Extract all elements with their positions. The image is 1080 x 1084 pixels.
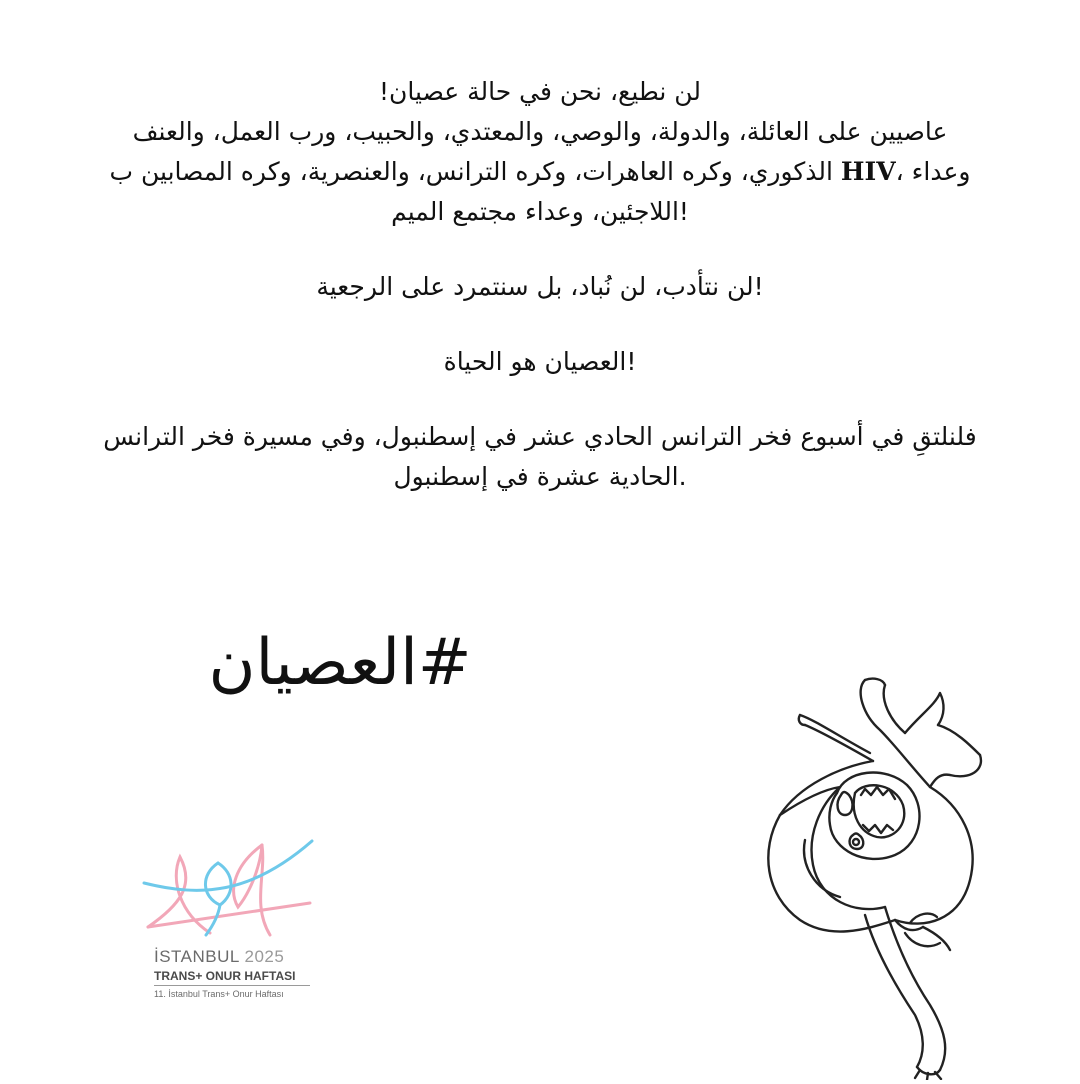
manifesto-paragraph-3: !العصيان هو الحياة bbox=[443, 347, 637, 376]
manifesto-line-2: عاصيين على العائلة، والدولة، والوصي، والمعتدي، والحبيب، ورب العمل، والعنف bbox=[132, 117, 948, 146]
logo-butterfly-icon bbox=[140, 835, 315, 947]
hashtag-title: #العصيان bbox=[208, 626, 472, 700]
manifesto-paragraph-4-line-2: .الحادية عشرة في إسطنبول bbox=[393, 462, 687, 491]
logo-city-year bbox=[154, 947, 284, 967]
manifesto-line-3 bbox=[50, 152, 1030, 192]
paragraph-gap bbox=[50, 382, 1030, 417]
manifesto-paragraph-2: !لن نتأدب، لن نُباد، بل سنتمرد على الرجعية bbox=[316, 272, 764, 301]
manifesto-text-block bbox=[50, 72, 1030, 497]
paragraph-gap bbox=[50, 232, 1030, 267]
logo-city: İSTANBUL bbox=[154, 947, 240, 966]
hand-drawn-creature-illustration bbox=[745, 675, 1050, 1080]
manifesto-line-4: !اللاجئين، وعداء مجتمع الميم bbox=[391, 197, 689, 226]
logo-subtitle: 11. İstanbul Trans+ Onur Haftası bbox=[154, 989, 284, 999]
hand-drawn-creature-icon bbox=[745, 675, 1050, 1080]
logo-divider bbox=[154, 985, 310, 986]
manifesto-line-1: لن نطيع، نحن في حالة عصيان! bbox=[379, 77, 701, 106]
istanbul-trans-pride-logo bbox=[140, 835, 315, 1005]
manifesto-line-3-end: الذكوري، وكره العاهرات، وكره الترانس، والعنصرية، وكره المصابين ب bbox=[109, 157, 841, 186]
paragraph-gap bbox=[50, 307, 1030, 342]
hiv-term: HIV bbox=[840, 157, 896, 186]
manifesto-line-3-start: وعداء ، bbox=[895, 157, 971, 186]
logo-event-name: TRANS+ ONUR HAFTASI bbox=[154, 969, 296, 983]
manifesto-paragraph-4-line-1: فلنلتقِ في أسبوع فخر الترانس الحادي عشر في إسطنبول، وفي مسيرة فخر الترانس bbox=[103, 422, 977, 451]
logo-year: 2025 bbox=[244, 947, 285, 966]
